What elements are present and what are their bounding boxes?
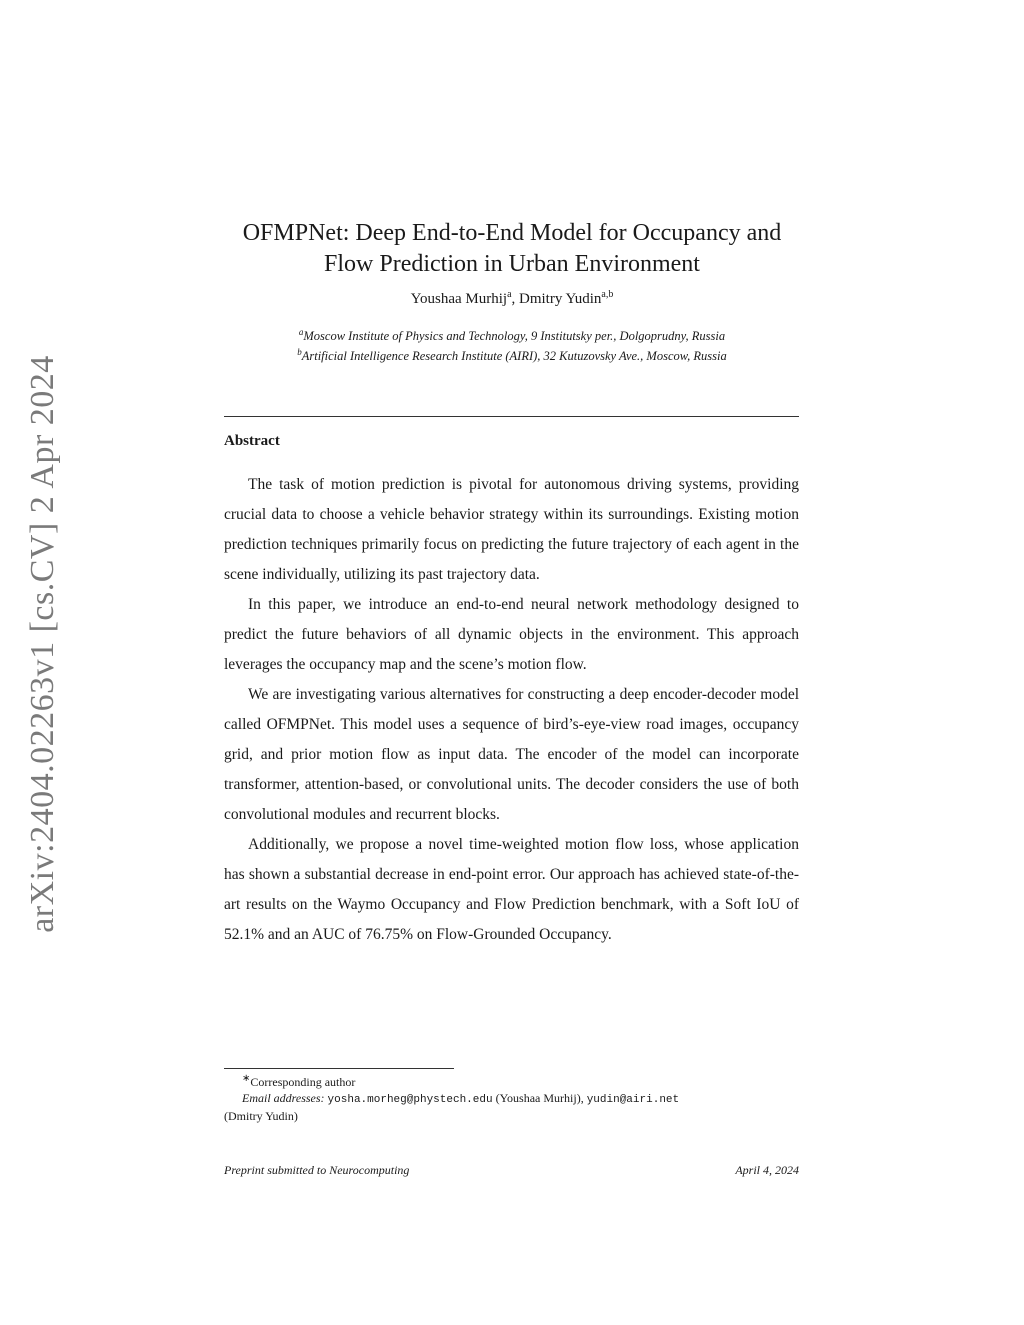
- email-addresses-line: [224, 1090, 799, 1108]
- abstract-top-rule: [224, 416, 799, 417]
- abstract-paragraph: The task of motion prediction is pivotal for autonomous driving systems, providing crucial data to choose a vehicle behavior strategy within its surroundings. Existing motion prediction techniques primarily focus on predicting the future trajectory of each agent in the scene individually, utilizing its past trajectory data.: [224, 476, 799, 583]
- author-list: [200, 289, 824, 308]
- email-link[interactable]: yosha.morheg@phystech.edu: [327, 1094, 493, 1106]
- author-affiliation-mark: a,b: [601, 289, 614, 300]
- affiliation-item: [200, 324, 824, 344]
- affiliation-item: [200, 344, 824, 364]
- email-label: Email addresses:: [242, 1091, 325, 1105]
- author-name: Youshaa Murhij: [410, 291, 508, 307]
- corresponding-author-note: [224, 1071, 799, 1090]
- author-name: Dmitry Yudin: [519, 291, 602, 307]
- author-separator: ,: [511, 291, 520, 307]
- email-owner-line: [224, 1108, 799, 1124]
- abstract-paragraph: Additionally, we propose a novel time-weighted motion flow loss, whose application has shown a substantial decrease in end-point error. Our approach has achieved state-of-the-art results on the Waymo Occupancy and Flow Prediction benchmark, with a Soft IoU of 52.1% and an AUC of 76.75% on Flow-Grounded Occupancy.: [224, 836, 799, 943]
- affiliation-mark: b: [297, 347, 302, 358]
- affiliation-mark: a: [298, 327, 304, 337]
- affiliation-text: Artificial Intelligence Research Institute (AIRI), 32 Kutuzovsky Ave., Moscow, Russia: [301, 349, 727, 364]
- abstract-paragraph: We are investigating various alternatives for constructing a deep encoder-decoder model called OFMPNet. This model uses a sequence of bird’s-eye-view road images, occupancy grid, and prior motion flow as input data. The encoder of the model can incorporate transformer, attention-based, or convolutional units. The decoder considers the use of both convolutional modules and recurrent blocks.: [224, 686, 799, 823]
- abstract-paragraph: In this paper, we introduce an end-to-end neural network methodology designed to predict the future behaviors of all dynamic objects in the environment. This approach leverages the occupancy map and the scene’s motion flow.: [224, 596, 799, 673]
- footnote: [224, 1071, 799, 1124]
- paper-title-line-1: OFMPNet: Deep End-to-End Model for Occupancy and: [242, 220, 782, 247]
- abstract-body: [224, 470, 799, 950]
- affiliation-text: Moscow Institute of Physics and Technology, 9 Institutsky per., Dolgoprudny, Russia: [303, 329, 726, 344]
- email-owner: (Dmitry Yudin): [224, 1109, 298, 1123]
- footer-date: April 4, 2024: [735, 1163, 799, 1177]
- page-footer: [224, 1163, 799, 1178]
- footer-journal: Preprint submitted to Neurocomputing: [224, 1163, 410, 1177]
- corresponding-mark: ∗: [242, 1073, 251, 1084]
- abstract-heading: Abstract: [224, 433, 280, 449]
- email-owner: (Youshaa Murhij),: [495, 1091, 584, 1105]
- email-link[interactable]: yudin@airi.net: [586, 1094, 680, 1106]
- author-affiliation-mark: a: [507, 289, 512, 300]
- arxiv-identifier-stamp: arXiv:2404.02263v1 [cs.CV] 2 Apr 2024: [24, 355, 61, 933]
- corresponding-author-text: Corresponding author: [250, 1075, 356, 1089]
- affiliation-list: [200, 324, 824, 364]
- paper-title: [200, 218, 824, 280]
- paper-title-line-2: Flow Prediction in Urban Environment: [324, 251, 700, 278]
- footnote-rule: [224, 1068, 454, 1069]
